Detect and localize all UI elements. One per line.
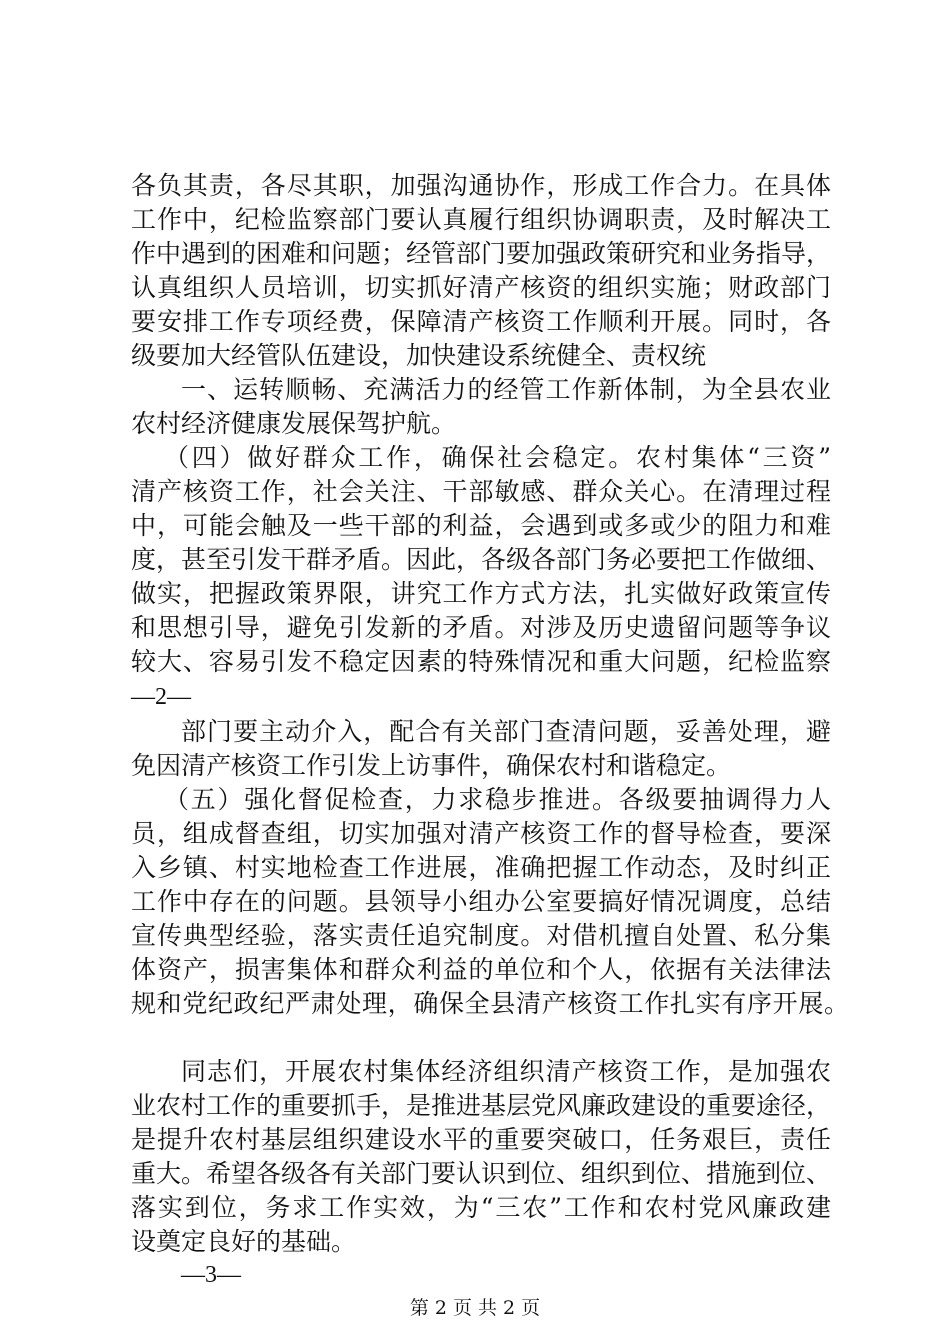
text-line: 业农村工作的重要抓手，是推进基层党风廉政建设的重要途径，	[131, 1091, 832, 1120]
text-line: 做实，把握政策界限，讲究工作方式方法，扎实做好政策宣传	[131, 579, 831, 608]
text-line: 体资产，损害集体和群众利益的单位和个人，依据有关法律法	[131, 955, 831, 984]
page-number-mark: —2—	[131, 684, 191, 710]
text-line: 较大、容易引发不稳定因素的特殊情况和重大问题，纪检监察	[131, 647, 831, 676]
text-line: 度，甚至引发干群矛盾。因此，各级各部门务必要把工作做细、	[131, 545, 832, 574]
text-line: 中，可能会触及一些干部的利益，会遇到或多或少的阻力和难	[131, 511, 831, 540]
text-line: 同志们，开展农村集体经济组织清产核资工作，是加强农	[181, 1057, 831, 1086]
text-line: 作中遇到的困难和问题；经管部门要加强政策研究和业务指导，	[131, 239, 832, 268]
text-line: 工作中存在的问题。县领导小组办公室要搞好情况调度，总结	[131, 887, 831, 916]
text-line: 是提升农村基层组织建设水平的重要突破口，任务艰巨，责任	[131, 1125, 831, 1154]
text-line: 重大。希望各级各有关部门要认识到位、组织到位、措施到位、	[131, 1159, 832, 1188]
text-line: 各负其责，各尽其职，加强沟通协作，形成工作合力。在具体	[131, 171, 831, 200]
text-line: 部门要主动介入，配合有关部门查清问题，妥善处理，避	[181, 717, 831, 746]
text-line: 宣传典型经验，落实责任追究制度。对借机擅自处置、私分集	[131, 921, 831, 950]
text-line: 农村经济健康发展保驾护航。	[131, 409, 457, 438]
text-line: 级要加大经管队伍建设，加快建设系统健全、责权统	[131, 341, 707, 370]
text-line: 免因清产核资工作引发上访事件，确保农村和谐稳定。	[131, 751, 732, 780]
page-number-mark: —3—	[181, 1262, 241, 1288]
text-line: 入乡镇、村实地检查工作进展，准确把握工作动态，及时纠正	[131, 853, 831, 882]
text-line: （五）强化督促检查，力求稳步推进。各级要抽调得力人	[164, 785, 831, 814]
text-line: 工作中，纪检监察部门要认真履行组织协调职责，及时解决工	[131, 205, 831, 234]
text-line: 清产核资工作，社会关注、干部敏感、群众关心。在清理过程	[131, 477, 831, 506]
text-line: 规和党纪政纪严肃处理，确保全县清产核资工作扎实有序开展。	[131, 989, 849, 1018]
text-line: 要安排工作专项经费，保障清产核资工作顺利开展。同时，各	[131, 307, 831, 336]
text-line: 员，组成督查组，切实加强对清产核资工作的督导检查，要深	[131, 819, 831, 848]
text-line: （四）做好群众工作，确保社会稳定。农村集体“三资”	[164, 443, 831, 472]
text-line: 一、运转顺畅、充满活力的经管工作新体制，为全县农业	[181, 375, 831, 404]
text-line: 认真组织人员培训，切实抓好清产核资的组织实施；财政部门	[131, 273, 831, 302]
text-line: 落实到位，务求工作实效，为“三农”工作和农村党风廉政建	[131, 1193, 831, 1222]
text-line: 设奠定良好的基础。	[131, 1227, 357, 1256]
page-footer: 第 2 页 共 2 页	[409, 1297, 541, 1319]
text-line: 和思想引导，避免引发新的矛盾。对涉及历史遗留问题等争议	[131, 613, 831, 642]
